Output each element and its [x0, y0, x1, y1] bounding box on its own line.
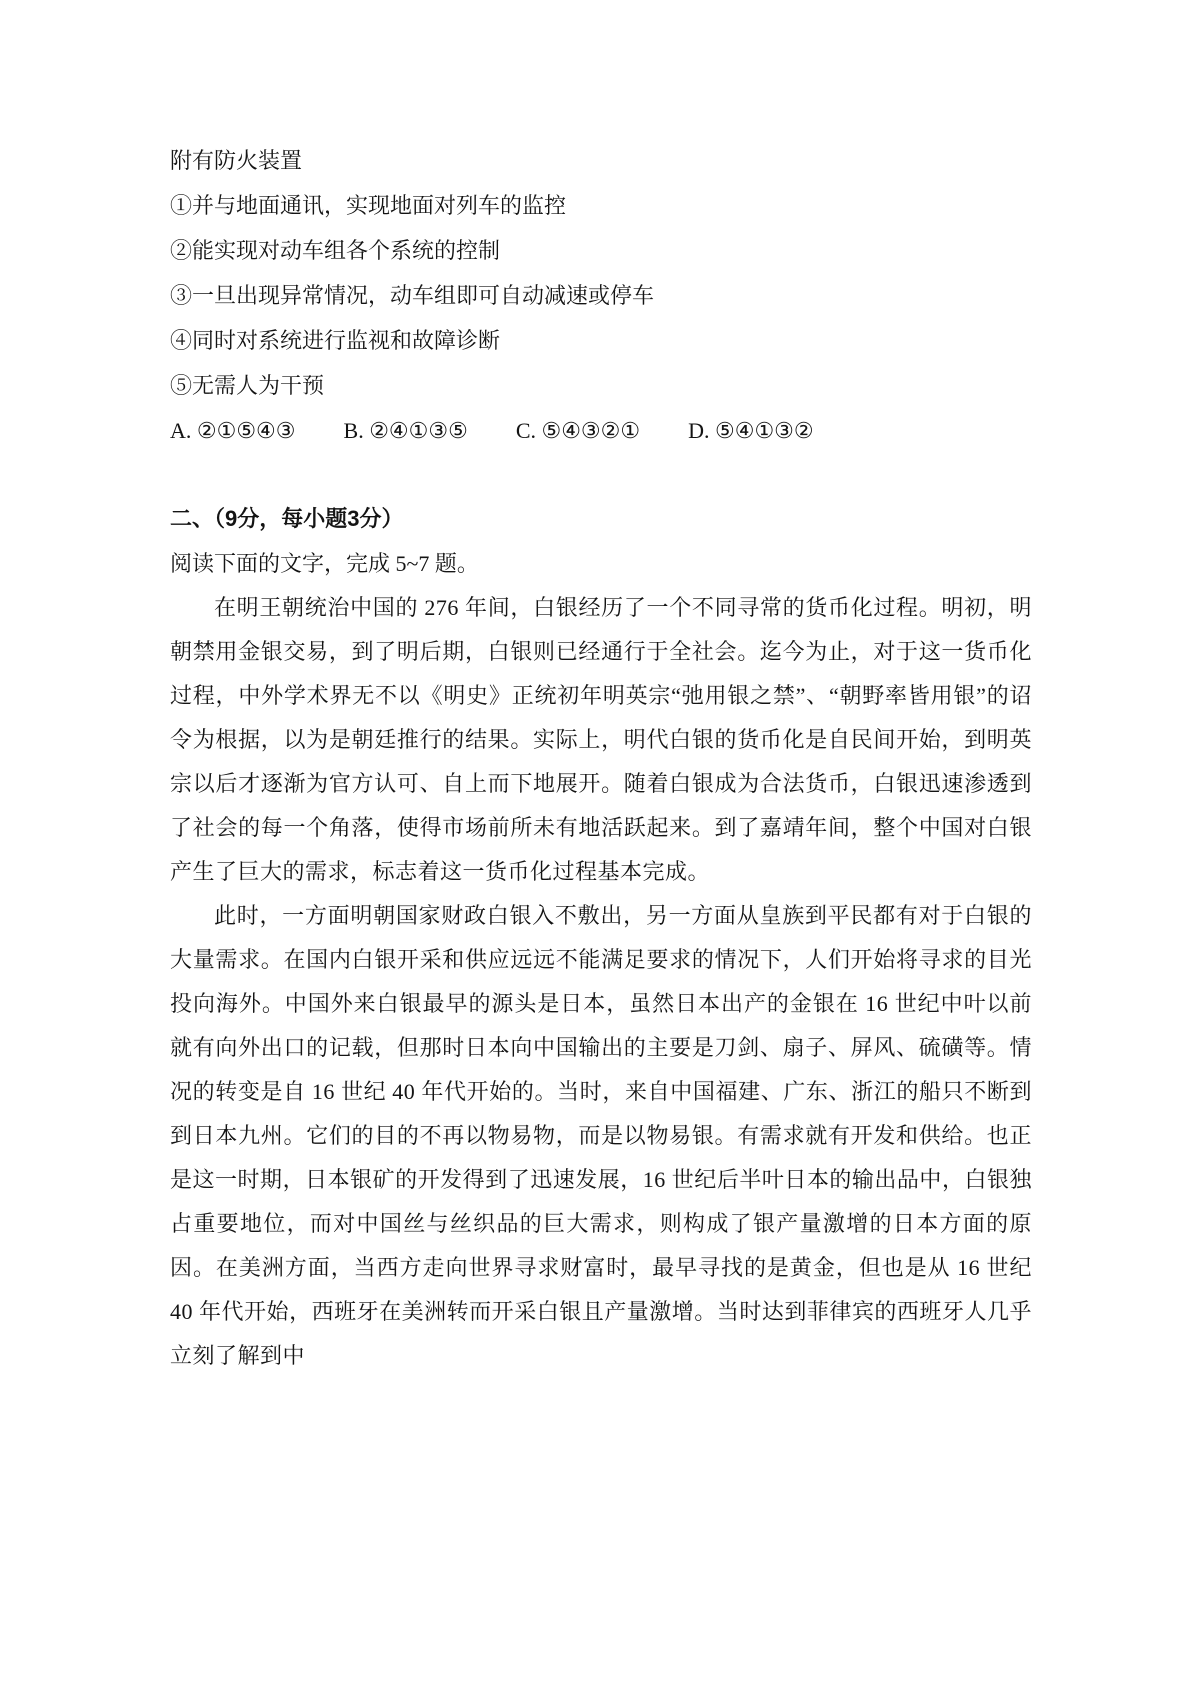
passage-paragraph-1: 在明王朝统治中国的 276 年间，白银经历了一个不同寻常的货币化过程。明初，明朝禁用金银交易，到了明后期，白银则已经通行于全社会。迄今为止，对于这一货币化过程，中外学术界无不以《明史》正统初年明英宗“弛用银之禁”、“朝野率皆用银”的诏令为根据，以为是朝廷推行的结果。实际上，明代白银的货币化是自民间开始，到明英宗以后才逐渐为官方认可、自上而下地展开。随着白银成为合法货币，白银迅速渗透到了社会的每一个角落，使得市场前所未有地活跃起来。到了嘉靖年间，整个中国对白银产生了巨大的需求，标志着这一货币化过程基本完成。 — [170, 595, 1032, 884]
section-instruction: 阅读下面的文字，完成 5~7 题。 — [170, 551, 479, 576]
passage-paragraph-2: 此时，一方面明朝国家财政白银入不敷出，另一方面从皇族到平民都有对于白银的大量需求。在国内白银开采和供应远远不能满足要求的情况下，人们开始将寻求的目光投向海外。中国外来白银最早的源头是日本，虽然日本出产的金银在 16 世纪中叶以前就有向外出口的记载，但那时日本向中国输出的主要是刀剑、扇子、屏风、硫磺等。情况的转变是自 16 世纪 40 年代开始的。当时，来自中国福建、广东、浙江的船只不断到到日本九州。它们的目的不再以物易物，而是以物易银。有需求就有开发和供给。也正是这一时期，日本银矿的开发得到了迅速发展，16 世纪后半叶日本的输出品中，白银独占重要地位，而对中国丝与丝织品的巨大需求，则构成了银产量激增的日本方面的原因。在美洲方面，当西方走向世界寻求财富时，最早寻找的是黄金，但也是从 16 世纪 40 年代开始，西班牙在美洲转而开采白银且产量激增。当时达到菲律宾的西班牙人几乎立刻了解到中 — [170, 903, 1032, 1368]
choice-c: C. ⑤④③②① — [515, 418, 641, 443]
section-heading: 二、（9分，每小题3分） — [170, 506, 404, 531]
choice-a: A. ②①⑤④③ — [170, 418, 296, 443]
choice-b: B. ②④①③⑤ — [343, 418, 468, 443]
question-stem-tail: 附有防火装置 — [170, 148, 303, 173]
sequence-item-2: ②能实现对动车组各个系统的控制 — [170, 238, 501, 263]
sequence-item-5: ⑤无需人为干预 — [170, 373, 325, 398]
reading-passage — [170, 586, 1032, 1378]
choice-d: D. ⑤④①③② — [688, 418, 814, 443]
sequence-item-4: ④同时对系统进行监视和故障诊断 — [170, 328, 501, 353]
sequence-item-3: ③一旦出现异常情况，动车组即可自动减速或停车 — [170, 283, 655, 308]
sequence-item-1: ①并与地面通讯，实现地面对列车的监控 — [170, 193, 567, 218]
answer-choices-row — [170, 408, 1032, 453]
